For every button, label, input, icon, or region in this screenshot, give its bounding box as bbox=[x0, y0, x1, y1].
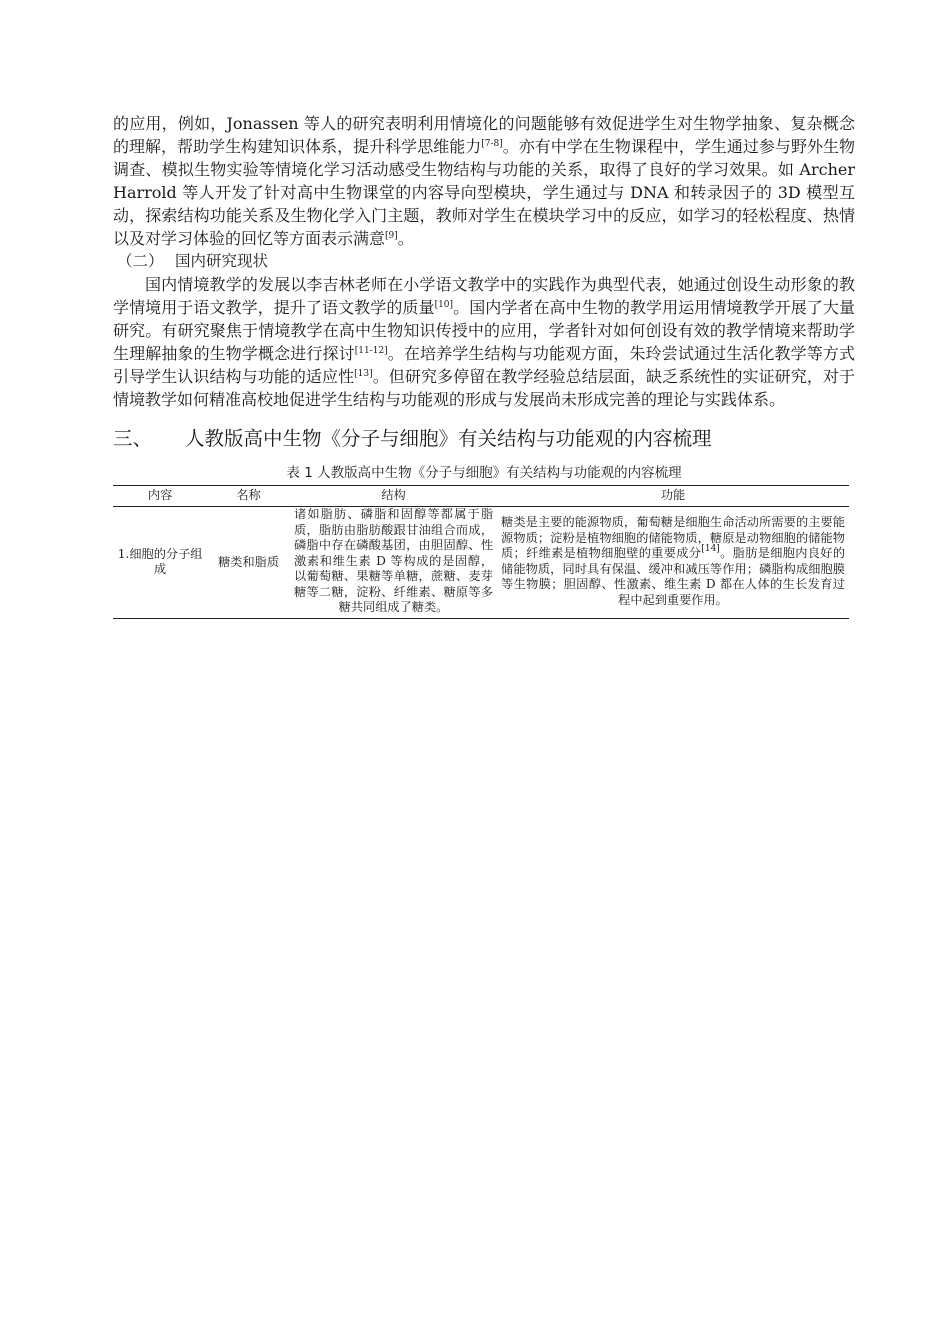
domestic-paragraph bbox=[113, 273, 855, 411]
paragraph-text: 国内情境教学的发展以李吉林老师在小学语文教学中的实践作为典型代表，她通过创设生动形象的教学情境用于语文教学，提升了语文教学的质量 bbox=[113, 275, 855, 317]
paragraph-text: 。 bbox=[397, 229, 414, 248]
paragraph-text: 。在培养学生结构与功能观方面，朱玲尝试通过生活化教学等方式引导学生认识结构与功能的适应性 bbox=[113, 344, 855, 386]
cell-content: 1.细胞的分子组成 bbox=[117, 546, 203, 577]
header-structure: 结构 bbox=[381, 488, 406, 503]
section-title: 人教版高中生物《分子与细胞》有关结构与功能观的内容梳理 bbox=[185, 427, 712, 450]
citation: [9] bbox=[385, 231, 398, 241]
document-page bbox=[113, 112, 855, 619]
table-caption: 表 1 人教版高中生物《分子与细胞》有关结构与功能观的内容梳理 bbox=[286, 465, 682, 481]
header-content: 内容 bbox=[147, 488, 173, 503]
content-table bbox=[113, 485, 849, 619]
paragraph-text: 。但研究多停留在教学经验总结层面，缺乏系统性的实证研究，对于情境教学如何精准高校地促进学生结构与功能观的形成与发展尚未形成完善的理论与实践体系。 bbox=[113, 367, 855, 409]
citation: [14] bbox=[701, 544, 720, 554]
header-name: 名称 bbox=[236, 488, 261, 503]
cell-structure: 诸如脂肪、磷脂和固醇等都属于脂质，脂肪由脂肪酸跟甘油组合而成，磷脂中存在磷酸基团，由胆固醇、性激素和维生素 D 等构成的是固醇，以葡萄糖、果糖等单糖，蔗糖、麦芽糖等二糖，淀粉、纤维素、糖原等多糖共同组成了糖类。 bbox=[293, 507, 494, 614]
table-header-row bbox=[113, 486, 849, 507]
table-row bbox=[113, 507, 849, 619]
citation: [7-8] bbox=[481, 139, 503, 149]
paragraph-text: 。国内学者在高中生物的教学用运用情境教学开展了大量研究。有研究聚焦于情境教学在高中生物知识传授中的应用，学者针对如何创设有效的教学情境来帮助学生理解抽象的生物学概念进行探讨 bbox=[113, 298, 855, 363]
paragraph-text: 。亦有中学在生物课程中，学生通过参与野外生物调查、模拟生物实验等情境化学习活动感受生物结构与功能的关系，取得了良好的学习效果。如 Archer Harrold 等人开发了针对高中生物课堂的内容导向型模块，学生通过与 DNA 和转录因子的 3D 模型互动，探索结构功能关系及生物化学入门主题，教师对学生在模块学习中的反应，如学习的轻松程度、热情以及对学习体验的回忆等方面表示满意 bbox=[113, 137, 855, 248]
intro-paragraph bbox=[113, 112, 855, 250]
citation: [10] bbox=[434, 300, 454, 310]
function-text: 。脂肪是细胞内良好的储能物质，同时具有保温、缓冲和减压等作用；磷脂构成细胞膜等生物膜；胆固醇、性激素、维生素 D 都在人体的生长发育过程中起到重要作用。 bbox=[501, 546, 846, 607]
function-text: 糖类是主要的能源物质，葡萄糖是细胞生命活动所需要的主要能源物质；淀粉是植物细胞的储能物质，糖原是动物细胞的储能物质；纤维素是植物细胞壁的重要成分 bbox=[501, 515, 845, 560]
header-function: 功能 bbox=[660, 488, 686, 503]
paragraph-text: 的应用，例如，Jonassen 等人的研究表明利用情境化的问题能够有效促进学生对生物学抽象、复杂概念的理解，帮助学生构建知识体系，提升科学思维能力 bbox=[113, 114, 855, 156]
section-heading bbox=[113, 425, 855, 453]
subsection-heading bbox=[117, 250, 855, 273]
citation: [11-12] bbox=[354, 346, 388, 356]
citation: [13] bbox=[354, 369, 373, 379]
subsection-title: 国内研究现状 bbox=[175, 252, 269, 270]
cell-name: 糖类和脂质 bbox=[218, 554, 280, 569]
subsection-number: （二） bbox=[117, 252, 164, 270]
section-number: 三、 bbox=[113, 427, 153, 450]
cell-function bbox=[497, 507, 849, 619]
